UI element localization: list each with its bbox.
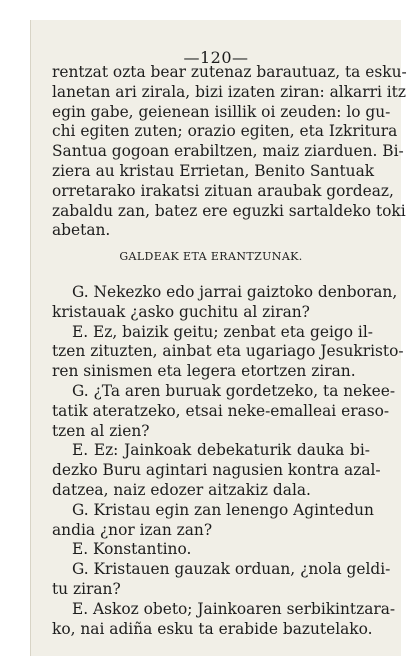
question-line: G. ¿Ta aren buruak gordetzeko, ta nekee-	[72, 381, 396, 400]
qa-section	[52, 283, 404, 639]
text-line: egin gabe, geienean isillik oi zeuden: lo gu-	[52, 102, 391, 121]
text-line: zabaldu zan, batez ere eguzki sartaldeko toki	[52, 201, 406, 220]
text-line: rentzat ozta bear zutenaz barautuaz, ta esku-	[52, 63, 407, 81]
text-line: andia ¿nor izan zan?	[52, 520, 213, 539]
text-line: datzea, naiz edozer aitzakiz dala.	[52, 480, 311, 499]
text-line: tatik ateratzeko, etsai neke-emalleai eraso-	[52, 401, 390, 420]
text-line: ko, nai adiña esku ta erabide bazutelako.	[52, 619, 373, 638]
text-line: orretarako irakatsi zituan araubak gordeaz,	[52, 181, 394, 200]
text-line: tzen zituzten, ainbat eta ugariago Jesukristo-	[52, 342, 404, 361]
text-line: abetan.	[52, 221, 111, 240]
question-line: G. Kristau egin zan lenengo Agintedun	[72, 500, 374, 519]
question-line: G. Kristauen gauzak orduan, ¿nola geldi-	[72, 560, 391, 579]
text-line: ziera au kristau Errietan, Benito Santuak	[52, 161, 375, 180]
text-line: Santua gogoan erabiltzen, maiz ziarduen. Bi-	[52, 142, 404, 161]
text-line: chi egiten zuten; orazio egiten, eta Izkritura	[52, 122, 398, 141]
answer-line: E. Konstantino.	[72, 540, 192, 559]
text-line: dezko Buru agintari nagusien kontra azal-	[52, 461, 381, 480]
intro-paragraph	[52, 63, 407, 241]
text-line: kristauak ¿asko guchitu al ziran?	[52, 302, 310, 321]
answer-line: E. Ez, baizik geitu; zenbat eta geigo il-	[72, 322, 373, 341]
text-line: ren sinismen eta legera etortzen ziran.	[52, 362, 356, 381]
text-line: tu ziran?	[52, 579, 121, 598]
answer-line: E. Ez: Jainkoak debekaturik dauka bi-	[72, 441, 370, 460]
text-line: tzen al zien?	[52, 421, 150, 440]
text-line: lanetan ari zirala, bizi izaten ziran: alkarri itz	[52, 82, 406, 101]
question-line: G. Nekezko edo jarrai gaiztoko denboran,	[72, 283, 398, 301]
section-heading: GALDEAK ETA ERANTZUNAK.	[119, 250, 303, 263]
answer-line: E. Askoz obeto; Jainkoaren serbikintzara-	[72, 599, 396, 618]
page-number: —120—	[183, 48, 249, 67]
